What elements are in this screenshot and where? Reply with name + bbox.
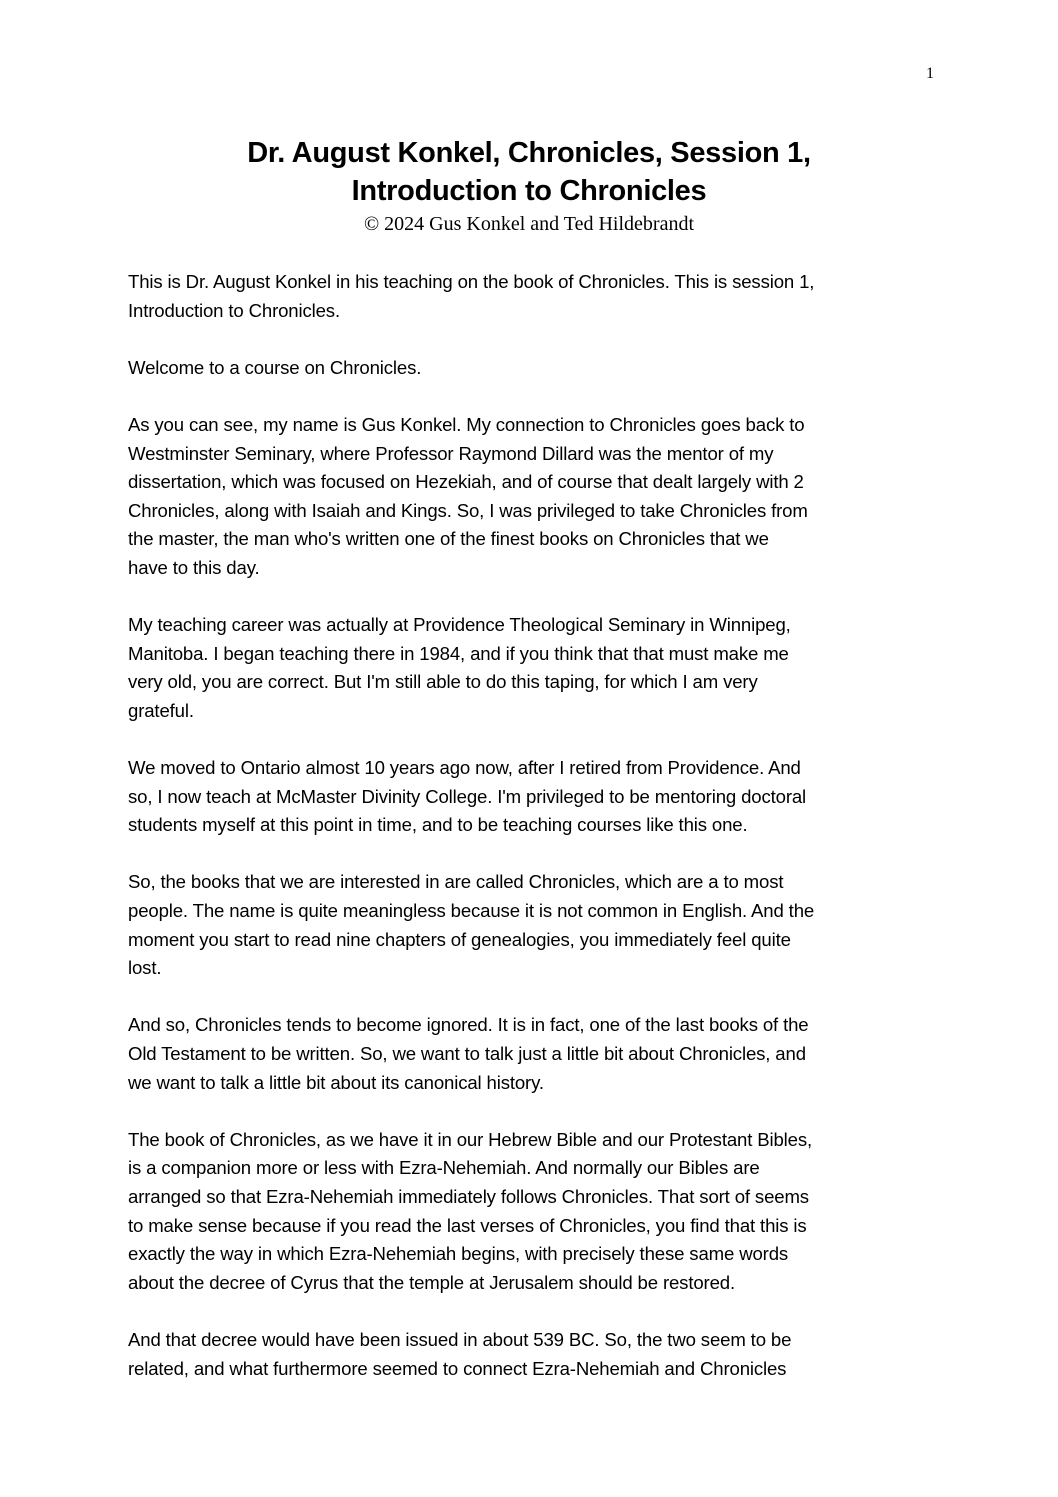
paragraph bbox=[128, 754, 933, 840]
page-title-line-2: Introduction to Chronicles bbox=[351, 175, 707, 207]
paragraph-line: we want to talk a little bit about its canonical history. bbox=[128, 1071, 544, 1093]
page-title-line-1: Dr. August Konkel, Chronicles, Session 1, bbox=[247, 137, 811, 169]
paragraph-line: Welcome to a course on Chronicles. bbox=[128, 356, 422, 378]
document-body bbox=[128, 268, 933, 1412]
paragraph-line: arranged so that Ezra-Nehemiah immediately follows Chronicles. That sort of seems bbox=[128, 1186, 809, 1207]
paragraph bbox=[128, 411, 933, 583]
paragraph-line: grateful. bbox=[128, 699, 194, 721]
paragraph-line: about the decree of Cyrus that the temple at Jerusalem should be restored. bbox=[128, 1271, 735, 1293]
paragraph-line: the master, the man who's written one of the finest books on Chronicles that we bbox=[128, 528, 769, 550]
paragraph-line: And so, Chronicles tends to become ignored. It is in fact, one of the last books of the bbox=[128, 1014, 809, 1036]
paragraph-line: moment you start to read nine chapters of genealogies, you immediately feel quite bbox=[128, 928, 791, 950]
paragraph-line: to make sense because if you read the last verses of Chronicles, you find that this is bbox=[128, 1214, 807, 1236]
paragraph-line: lost. bbox=[128, 957, 162, 979]
paragraph-line: So, the books that we are interested in are called Chronicles, which are a to most bbox=[128, 871, 784, 893]
paragraph-line: Introduction to Chronicles. bbox=[128, 299, 340, 321]
paragraph-line: The book of Chronicles, as we have it in our Hebrew Bible and our Protestant Bibles, bbox=[128, 1128, 813, 1150]
copyright-notice: © 2024 Gus Konkel and Ted Hildebrandt bbox=[363, 213, 695, 235]
paragraph-line: And that decree would have been issued in about 539 BC. So, the two seem to be bbox=[128, 1328, 792, 1350]
paragraph bbox=[128, 268, 933, 325]
paragraph-line: students myself at this point in time, and to be teaching courses like this one. bbox=[128, 814, 748, 836]
paragraph-line: As you can see, my name is Gus Konkel. My connection to Chronicles goes back to bbox=[128, 413, 805, 435]
paragraph-line: related, and what furthermore seemed to connect Ezra-Nehemiah and Chronicles bbox=[128, 1357, 787, 1379]
paragraph bbox=[128, 1326, 933, 1383]
paragraph-line: Old Testament to be written. So, we want to talk just a little bit about Chronicles, and bbox=[128, 1043, 806, 1065]
paragraph-line: so, I now teach at McMaster Divinity College. I'm privileged to be mentoring doctoral bbox=[128, 785, 807, 807]
title-block bbox=[128, 134, 930, 238]
paragraph bbox=[128, 1126, 933, 1298]
paragraph-line: is a companion more or less with Ezra-Nehemiah. And normally our Bibles are bbox=[128, 1157, 760, 1179]
paragraph-line: Chronicles, along with Isaiah and Kings. So, I was privileged to take Chronicles from bbox=[128, 499, 808, 521]
paragraph-line: Westminster Seminary, where Professor Raymond Dillard was the mentor of my bbox=[128, 442, 774, 464]
paragraph-line: people. The name is quite meaningless because it is not common in English. And the bbox=[128, 900, 815, 922]
paragraph-line: We moved to Ontario almost 10 years ago now, after I retired from Providence. And bbox=[128, 757, 801, 779]
paragraph-line: My teaching career was actually at Providence Theological Seminary in Winnipeg, bbox=[128, 614, 791, 636]
paragraph-line: very old, you are correct. But I'm still able to do this taping, for which I am very bbox=[128, 671, 758, 693]
paragraph bbox=[128, 611, 933, 725]
paragraph bbox=[128, 1011, 933, 1097]
paragraph-line: Manitoba. I began teaching there in 1984, and if you think that that must make me bbox=[128, 642, 789, 664]
paragraph-line: have to this day. bbox=[128, 556, 260, 578]
paragraph bbox=[128, 868, 933, 982]
paragraph-line: dissertation, which was focused on Hezekiah, and of course that dealt largely with 2 bbox=[128, 471, 804, 493]
page-number: 1 bbox=[926, 65, 934, 82]
paragraph bbox=[128, 354, 933, 383]
paragraph-line: exactly the way in which Ezra-Nehemiah begins, with precisely these same words bbox=[128, 1243, 789, 1265]
paragraph-line: This is Dr. August Konkel in his teaching on the book of Chronicles. This is session 1, bbox=[128, 271, 815, 292]
